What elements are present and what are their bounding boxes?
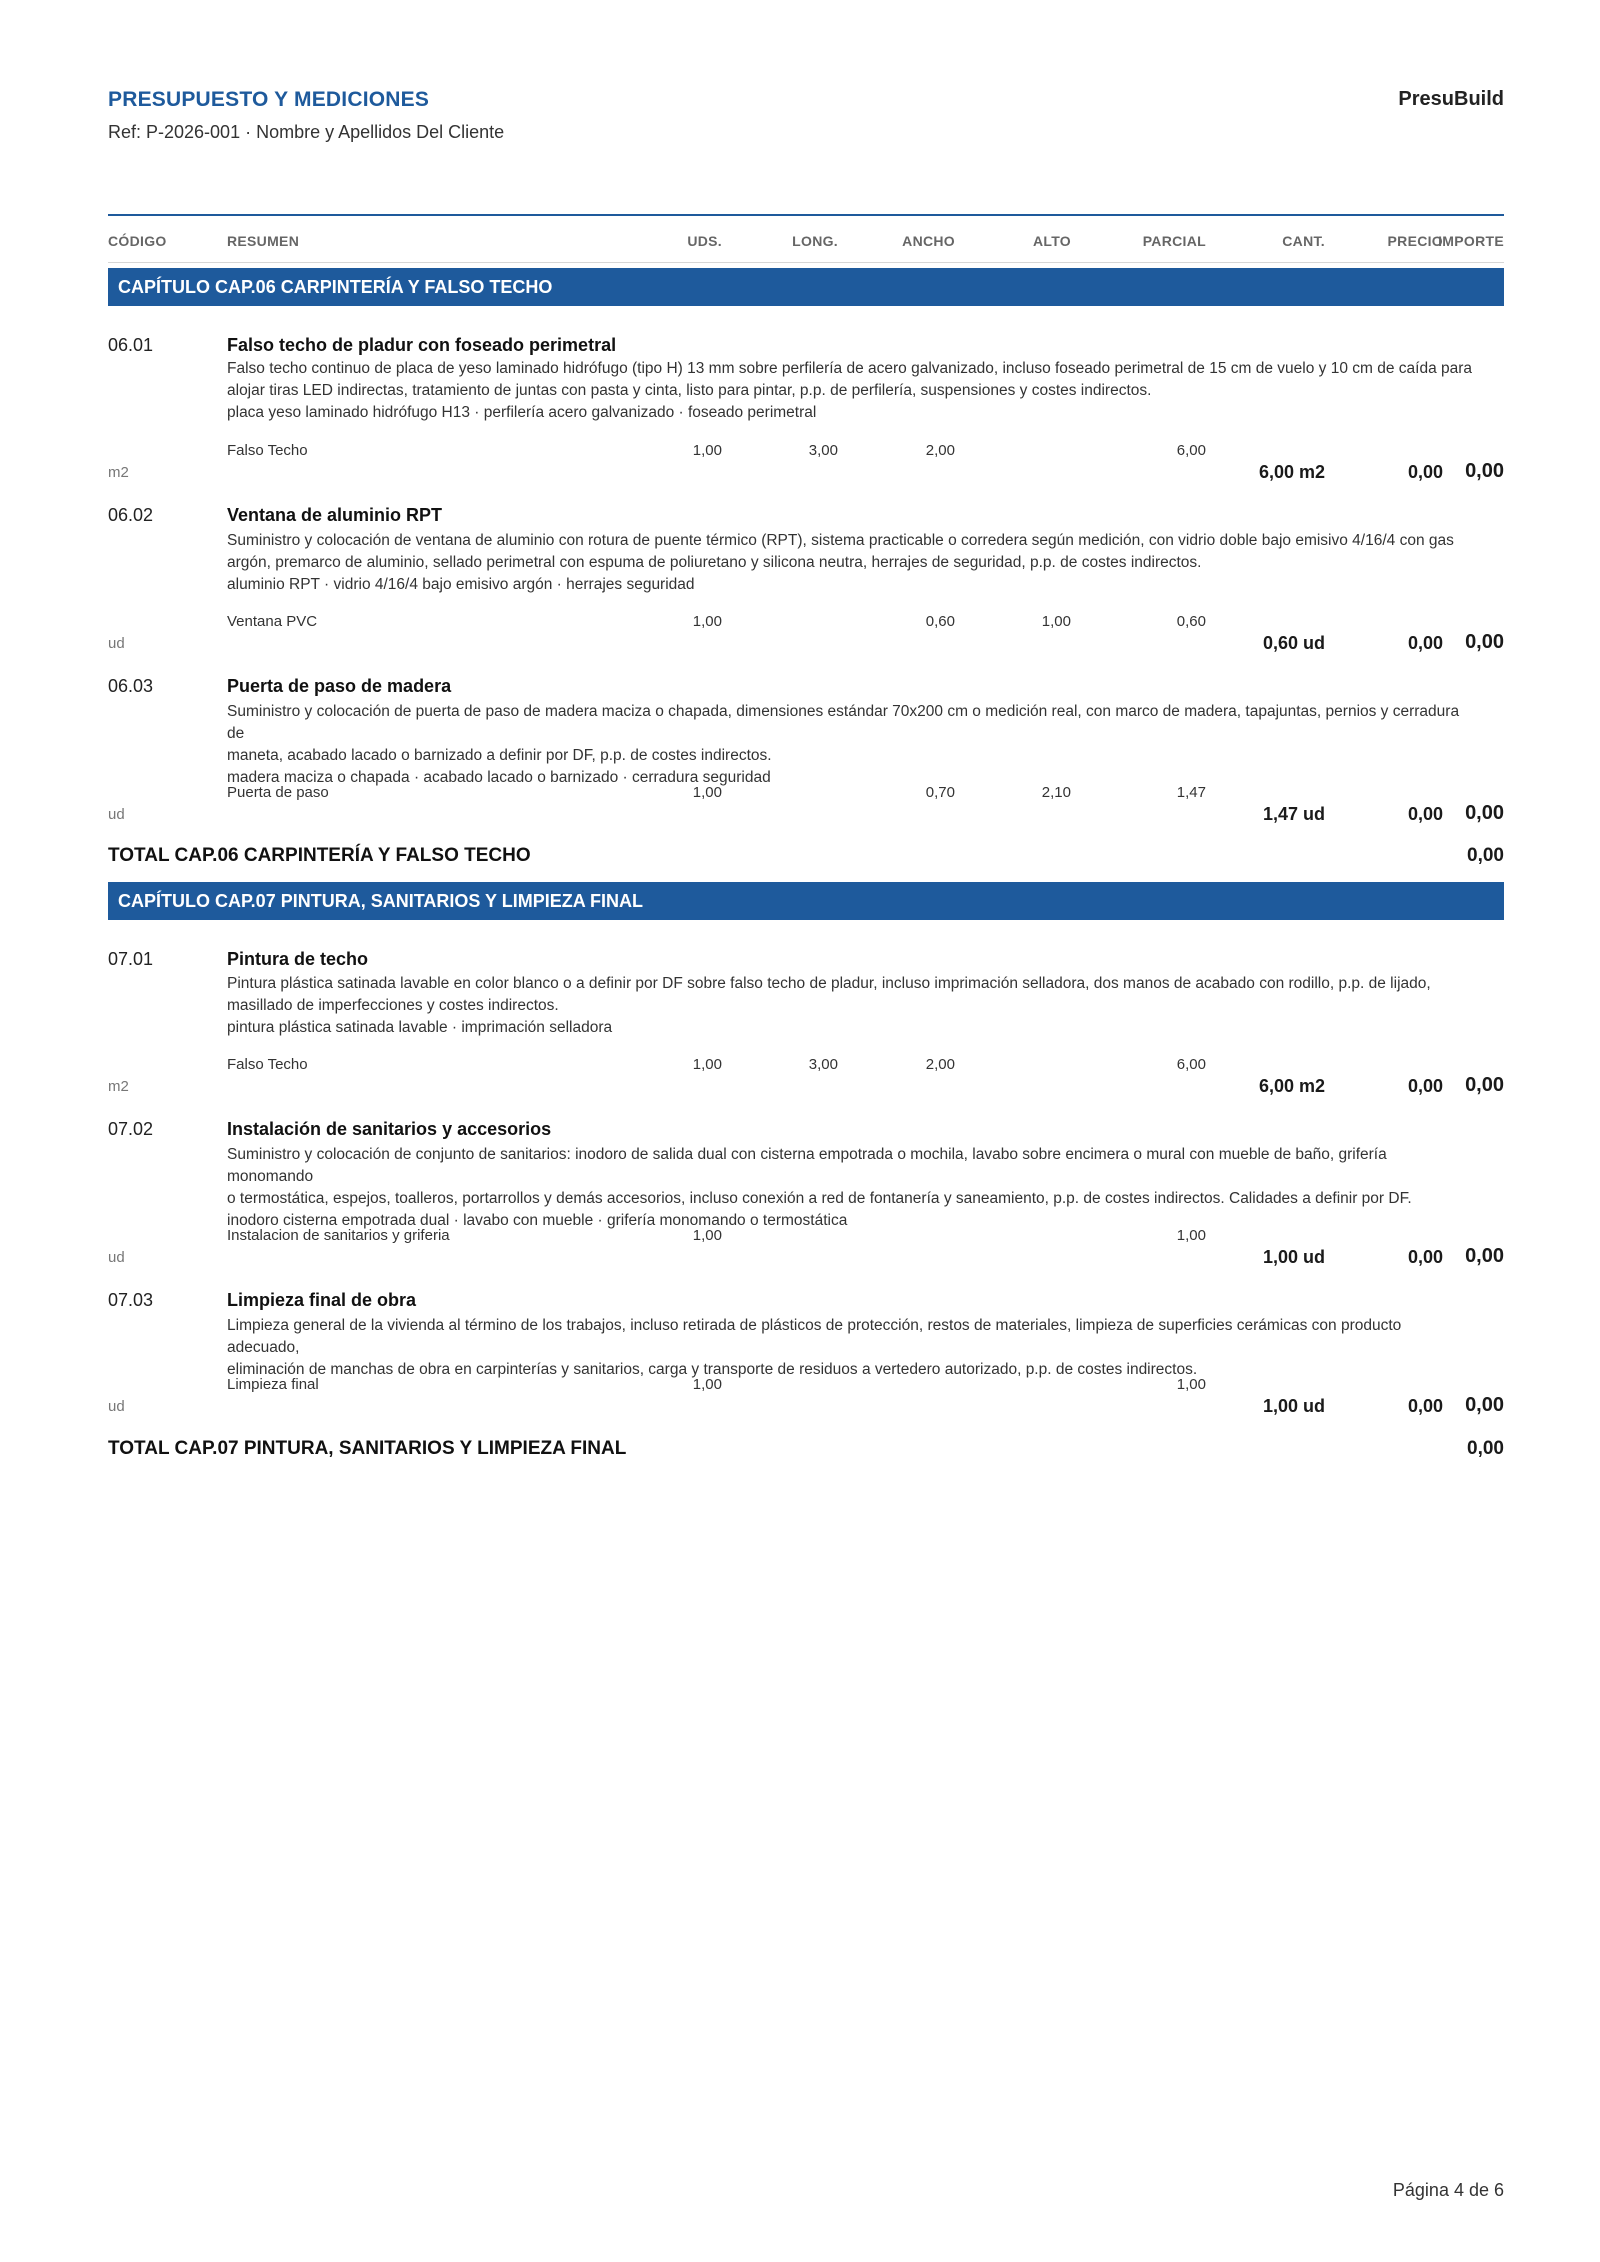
item-title: Instalación de sanitarios y accesorios bbox=[227, 1119, 552, 1139]
description-line: Limpieza general de la vivienda al término de los trabajos, incluso retirada de plásticos de protección, restos de materiales, limpieza de superficies cerámicas con producto adecuado, bbox=[227, 1317, 1402, 1356]
measurement-parcial: 0,60 bbox=[1176, 613, 1206, 630]
page-number: Página 4 de 6 bbox=[1392, 2180, 1504, 2200]
measurement-parcial: 6,00 bbox=[1176, 442, 1206, 459]
description-line: Falso techo continuo de placa de yeso laminado hidrófugo (tipo H) 13 mm sobre perfilería de acero galvanizado, incluso foseado perimetral de 15 cm de vuelo y 10 cm de caída para bbox=[227, 360, 1473, 377]
measurement-long: 3,00 bbox=[808, 1056, 838, 1073]
item-title: Ventana de aluminio RPT bbox=[227, 505, 443, 525]
item-title: Pintura de techo bbox=[227, 949, 369, 969]
measurement-alto: 2,10 bbox=[1041, 784, 1071, 801]
item-amount: 0,00 bbox=[1465, 1074, 1504, 1096]
item-quantity: 1,00 ud bbox=[1262, 1396, 1325, 1416]
item-title: Limpieza final de obra bbox=[227, 1290, 417, 1310]
measurement-uds: 1,00 bbox=[692, 1056, 722, 1073]
chapter-total-amount: 0,00 bbox=[1467, 845, 1504, 866]
item-quantity: 6,00 m2 bbox=[1258, 462, 1325, 482]
measurement-label: Puerta de paso bbox=[227, 784, 329, 801]
description-line: masillado de imperfecciones y costes indirectos. bbox=[227, 997, 559, 1014]
measurement-uds: 1,00 bbox=[692, 784, 722, 801]
description-line: Suministro y colocación de puerta de paso de madera maciza o chapada, dimensiones estándar 70x200 cm o medición real, con marco de madera, tapajuntas, pernios y cerradura de bbox=[227, 703, 1460, 742]
measurement-label: Ventana PVC bbox=[227, 613, 318, 630]
measurement-label: Limpieza final bbox=[227, 1376, 319, 1393]
item-price: 0,00 bbox=[1407, 1396, 1443, 1416]
item-unit: m2 bbox=[108, 1078, 129, 1095]
item-unit: ud bbox=[108, 635, 125, 652]
item-quantity: 1,00 ud bbox=[1262, 1247, 1325, 1267]
item-quantity: 6,00 m2 bbox=[1258, 1076, 1325, 1096]
measurement-ancho: 2,00 bbox=[925, 442, 955, 459]
item-price: 0,00 bbox=[1407, 1247, 1443, 1267]
item-code: 07.01 bbox=[108, 949, 154, 969]
description-line: o termostática, espejos, toalleros, portarrollos y demás accesorios, incluso conexión a red de fontanería y saneamiento, p.p. de costes indirectos. Calidades a definir por DF. bbox=[227, 1190, 1412, 1207]
measurement-parcial: 1,00 bbox=[1176, 1376, 1206, 1393]
chapter-total-label: TOTAL CAP.06 CARPINTERÍA Y FALSO TECHO bbox=[108, 845, 531, 866]
item-amount: 0,00 bbox=[1465, 802, 1504, 824]
item-code: 06.03 bbox=[108, 676, 154, 696]
item-code: 07.03 bbox=[108, 1290, 154, 1310]
item-description bbox=[227, 530, 1477, 596]
item-unit: ud bbox=[108, 1249, 125, 1266]
item-code: 07.02 bbox=[108, 1119, 154, 1139]
column-header-alto: ALTO bbox=[1032, 233, 1071, 249]
description-line: madera maciza o chapada · acabado lacado o barnizado · cerradura seguridad bbox=[227, 769, 771, 786]
item-description bbox=[227, 1144, 1477, 1232]
column-header-parcial: PARCIAL bbox=[1142, 233, 1206, 249]
chapter-header: CAPÍTULO CAP.06 CARPINTERÍA Y FALSO TECHO bbox=[108, 268, 1504, 306]
item-price: 0,00 bbox=[1407, 804, 1443, 824]
measurement-label: Falso Techo bbox=[227, 1056, 308, 1073]
column-header-importe: IMPORTE bbox=[1438, 233, 1504, 249]
description-line: Suministro y colocación de ventana de aluminio con rotura de puente térmico (RPT), sistema practicable o corredera según medición, con vidrio doble bajo emisivo 4/16/4 con gas bbox=[227, 532, 1454, 549]
measurement-long: 3,00 bbox=[808, 442, 838, 459]
item-description bbox=[227, 358, 1477, 424]
measurement-uds: 1,00 bbox=[692, 442, 722, 459]
document-reference: Ref: P-2026-001 · Nombre y Apellidos Del Cliente bbox=[108, 122, 505, 142]
item-unit: m2 bbox=[108, 464, 129, 481]
measurement-alto: 1,00 bbox=[1041, 613, 1071, 630]
description-line: maneta, acabado lacado o barnizado a definir por DF, p.p. de costes indirectos. bbox=[227, 747, 772, 764]
item-description bbox=[227, 973, 1477, 1039]
chapter-header: CAPÍTULO CAP.07 PINTURA, SANITARIOS Y LIMPIEZA FINAL bbox=[108, 882, 1504, 920]
description-line: inodoro cisterna empotrada dual · lavabo con mueble · grifería monomando o termostática bbox=[227, 1212, 848, 1229]
item-amount: 0,00 bbox=[1465, 1394, 1504, 1416]
measurement-label: Falso Techo bbox=[227, 442, 308, 459]
column-header-cant: CANT. bbox=[1282, 233, 1325, 249]
chapter-total-amount: 0,00 bbox=[1467, 1438, 1504, 1459]
description-line: pintura plástica satinada lavable · imprimación selladora bbox=[227, 1019, 613, 1036]
description-line: placa yeso laminado hidrófugo H13 · perfilería acero galvanizado · foseado perimetral bbox=[227, 404, 817, 421]
measurement-uds: 1,00 bbox=[692, 1227, 722, 1244]
item-code: 06.02 bbox=[108, 505, 154, 525]
measurement-ancho: 0,70 bbox=[925, 784, 955, 801]
column-header-codigo: CÓDIGO bbox=[108, 233, 167, 249]
item-amount: 0,00 bbox=[1465, 1245, 1504, 1267]
item-price: 0,00 bbox=[1407, 633, 1443, 653]
item-amount: 0,00 bbox=[1465, 460, 1504, 482]
chapter-total-label: TOTAL CAP.07 PINTURA, SANITARIOS Y LIMPIEZA FINAL bbox=[108, 1438, 627, 1459]
measurement-parcial: 1,47 bbox=[1176, 784, 1206, 801]
description-line: aluminio RPT · vidrio 4/16/4 bajo emisivo argón · herrajes seguridad bbox=[227, 576, 695, 593]
column-header-precio: PRECIO bbox=[1387, 233, 1443, 249]
description-line: alojar tiras LED indirectas, tratamiento de juntas con pasta y cinta, listo para pintar, p.p. de perfilería, suspensiones y costes indirectos. bbox=[227, 382, 1152, 399]
measurement-parcial: 1,00 bbox=[1176, 1227, 1206, 1244]
column-header-resumen: RESUMEN bbox=[227, 233, 300, 249]
description-line: eliminación de manchas de obra en carpinterías y sanitarios, carga y transporte de residuos a vertedero autorizado, p.p. de costes indirectos. bbox=[227, 1361, 1198, 1378]
item-code: 06.01 bbox=[108, 335, 154, 355]
column-header-uds: UDS. bbox=[687, 233, 722, 249]
measurement-ancho: 2,00 bbox=[925, 1056, 955, 1073]
brand-name: PresuBuild bbox=[1398, 88, 1504, 110]
item-title: Falso techo de pladur con foseado perimetral bbox=[227, 335, 617, 355]
item-amount: 0,00 bbox=[1465, 631, 1504, 653]
item-title: Puerta de paso de madera bbox=[227, 676, 452, 696]
item-quantity: 0,60 ud bbox=[1262, 633, 1325, 653]
column-header-divider bbox=[108, 262, 1504, 263]
item-price: 0,00 bbox=[1407, 462, 1443, 482]
header-divider bbox=[108, 214, 1504, 216]
measurement-uds: 1,00 bbox=[692, 1376, 722, 1393]
description-line: Suministro y colocación de conjunto de sanitarios: inodoro de salida dual con cisterna empotrada o mochila, lavabo sobre encimera o mural con mueble de baño, grifería monomando bbox=[227, 1146, 1387, 1185]
measurement-label: Instalacion de sanitarios y griferia bbox=[227, 1227, 450, 1244]
document-title: PRESUPUESTO Y MEDICIONES bbox=[108, 88, 430, 111]
item-unit: ud bbox=[108, 806, 125, 823]
item-description bbox=[227, 1315, 1477, 1381]
column-header-long: LONG. bbox=[792, 233, 838, 249]
column-header-ancho: ANCHO bbox=[902, 233, 955, 249]
description-line: argón, premarco de aluminio, sellado perimetral con espuma de poliuretano y silicona neutra, herrajes de seguridad, p.p. de costes indirectos. bbox=[227, 554, 1202, 571]
item-price: 0,00 bbox=[1407, 1076, 1443, 1096]
item-description bbox=[227, 701, 1477, 789]
budget-page bbox=[108, 0, 1504, 2262]
item-unit: ud bbox=[108, 1398, 125, 1415]
description-line: Pintura plástica satinada lavable en color blanco o a definir por DF sobre falso techo de pladur, incluso imprimación selladora, dos manos de acabado con rodillo, p.p. de lijado, bbox=[227, 975, 1431, 992]
measurement-parcial: 6,00 bbox=[1176, 1056, 1206, 1073]
measurement-uds: 1,00 bbox=[692, 613, 722, 630]
item-quantity: 1,47 ud bbox=[1262, 804, 1325, 824]
measurement-ancho: 0,60 bbox=[925, 613, 955, 630]
